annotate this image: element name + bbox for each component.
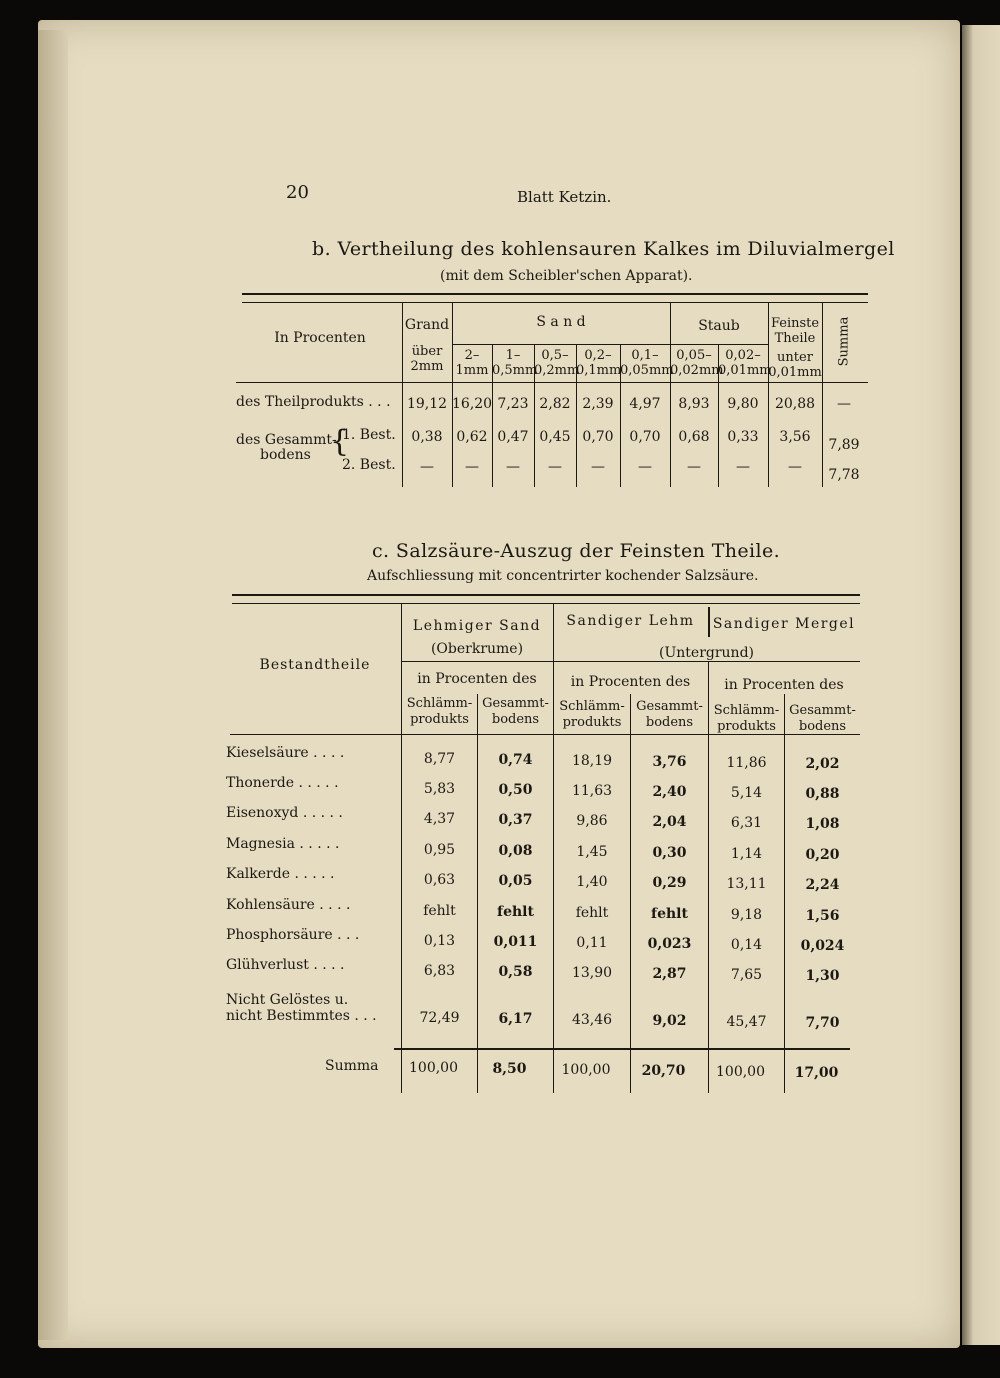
summa-cell: 17,00 — [794, 1065, 839, 1081]
table-c-cell: 7,65 — [730, 967, 763, 983]
table-c-cell: 0,30 — [652, 845, 687, 861]
table-b-cell: — — [638, 459, 652, 475]
table-c-cell: 9,18 — [730, 907, 763, 923]
table-c-cell: 18,19 — [571, 753, 613, 769]
adjacent-page-edge — [962, 25, 1000, 1345]
table-b-cell: 0,62 — [456, 429, 488, 445]
col-feinste-sub: unter 0,01mm — [768, 350, 822, 380]
table-c-cell: 0,14 — [730, 937, 763, 953]
section-c-title: c. Salzsäure-Auszug der Feinsten Theile. — [372, 540, 781, 562]
summa-cell: 8,50 — [492, 1061, 527, 1077]
table-b-cell: 0,70 — [629, 429, 661, 445]
table-c-cell: 8,77 — [423, 751, 456, 767]
sub-gesammt-3: Gesammt-bodens — [789, 703, 856, 734]
brace: { — [330, 424, 350, 459]
summa-cell: 100,00 — [561, 1062, 611, 1078]
page-fold-shadow — [38, 30, 68, 1340]
table-c-cell: 11,63 — [571, 783, 613, 799]
table-c-cell: 6,31 — [730, 815, 763, 831]
table-c-cell: 0,50 — [498, 782, 533, 798]
page-number: 20 — [286, 182, 309, 203]
table-c-cell: 0,88 — [805, 786, 840, 802]
group-untergrund: (Untergrund) — [659, 645, 754, 661]
table-b-cell: — — [465, 459, 479, 475]
table-c-cell: 0,58 — [498, 964, 533, 980]
table-b-cell: 7,78 — [828, 467, 860, 483]
table-b-cell: 0,68 — [678, 429, 710, 445]
table-c-cell: 2,04 — [652, 814, 687, 830]
table-b-cell: 9,80 — [727, 396, 759, 412]
group-sandiger-lehm: Sandiger Lehm — [566, 613, 695, 629]
table-c-cell: 0,74 — [498, 752, 533, 768]
table-c-cell: 0,29 — [652, 875, 687, 891]
table-c-cell: 13,90 — [571, 965, 613, 981]
table-c-cell: fehlt — [651, 906, 688, 922]
summa-cell: 100,00 — [716, 1064, 765, 1080]
table-c-cell: 2,02 — [805, 756, 840, 772]
col-bestandtheile: Bestandtheile — [259, 657, 371, 673]
section-b-subtitle: (mit dem Scheibler'schen Apparat). — [440, 268, 693, 284]
table-c-cell: 0,08 — [498, 843, 533, 859]
table-c-cell: 0,024 — [800, 938, 845, 954]
table-c-cell: 2,24 — [805, 877, 840, 893]
table-b-cell: — — [591, 459, 605, 475]
table-b-cell: — — [548, 459, 562, 475]
table-c-cell: 6,17 — [498, 1011, 533, 1027]
table-b-cell: 0,45 — [539, 429, 571, 445]
sand-subcol: 0,5–0,2mm — [534, 348, 580, 378]
table-b-cell: — — [837, 396, 851, 412]
table-c-cell: 1,56 — [805, 908, 840, 924]
table-c-row-label: Kieselsäure . . . . — [226, 745, 345, 761]
running-header: Blatt Ketzin. — [517, 188, 612, 206]
summa-label: Summa — [325, 1058, 379, 1074]
table-c-cell: 1,08 — [805, 816, 840, 832]
col-feinste: Feinste Theile — [770, 316, 820, 346]
table-c-cell: 1,40 — [576, 874, 608, 890]
table-c-row-label: Thonerde . . . . . — [226, 775, 339, 791]
table-b-row-label: 2. Best. — [342, 457, 396, 473]
summa-cell: 20,70 — [641, 1063, 686, 1079]
table-c-cell: fehlt — [497, 904, 534, 920]
table-c-row-label: Phosphorsäure . . . — [226, 927, 360, 943]
table-b-cell: — — [736, 459, 750, 475]
table-b-cell: 3,56 — [779, 429, 811, 445]
gesammt-label-1: des Gesammt- — [236, 432, 337, 448]
table-c-cell: 3,76 — [652, 754, 687, 770]
table-b-cell: 2,39 — [582, 396, 614, 412]
col-grand: Grand — [404, 317, 450, 333]
group-sandiger-mergel: Sandiger Mergel — [712, 616, 856, 632]
table-c-cell: fehlt — [575, 905, 609, 921]
group-oberkrume: (Oberkrume) — [430, 641, 524, 657]
table-c-cell: 43,46 — [571, 1012, 613, 1028]
table-b-cell: 0,47 — [497, 429, 529, 445]
table-b-cell: 7,89 — [828, 437, 860, 453]
table-b-cell: 20,88 — [774, 396, 816, 412]
group-lehmiger-sand: Lehmiger Sand — [412, 618, 542, 634]
table-c-cell: 0,11 — [576, 935, 608, 951]
table-c-row-label: Glühverlust . . . . — [226, 957, 345, 973]
table-b-cell: — — [687, 459, 701, 475]
staub-subcol: 0,05–0,02mm — [670, 348, 724, 378]
table-b-cell: 16,20 — [452, 396, 493, 412]
col-label-header: In Procenten — [274, 330, 366, 346]
table-c-cell: 1,45 — [576, 844, 608, 860]
table-c-cell: 9,02 — [652, 1013, 687, 1029]
table-c-row-label: Nicht Gelöstes u. nicht Bestimmtes . . . — [226, 992, 377, 1024]
table-b-cell: 0,70 — [582, 429, 614, 445]
col-staub: Staub — [698, 318, 740, 334]
table-c-cell: fehlt — [423, 903, 456, 919]
table-c-cell: 4,37 — [423, 811, 456, 827]
table-c-cell: 7,70 — [805, 1015, 840, 1031]
table-b-cell: — — [506, 459, 520, 475]
sub-gesammt-2: Gesammt-bodens — [636, 699, 703, 730]
table-c-row-label: Magnesia . . . . . — [226, 836, 340, 852]
table-c-row-label: Kohlensäure . . . . — [226, 897, 351, 913]
summa-cell: 100,00 — [409, 1060, 458, 1076]
table-c-row-label: Eisenoxyd . . . . . — [226, 805, 343, 821]
sub-schlamm-2: Schlämm-produkts — [559, 699, 625, 730]
col-summa: Summa — [836, 316, 852, 367]
table-c-cell: 0,37 — [498, 812, 533, 828]
section-b-title: b. Vertheilung des kohlensauren Kalkes im Diluvialmergel — [312, 238, 895, 260]
table-c-cell: 2,87 — [652, 966, 687, 982]
table-c-cell: 0,20 — [805, 847, 840, 863]
sand-subcol: 0,2–0,1mm — [576, 348, 622, 378]
table-c-cell: 0,05 — [498, 873, 533, 889]
sub-gesammt-1: Gesammt-bodens — [482, 696, 549, 727]
table-c-cell: 0,13 — [423, 933, 456, 949]
table-b-cell: 8,93 — [678, 396, 710, 412]
table-c-cell: 2,40 — [652, 784, 687, 800]
table-c-cell: 0,95 — [423, 842, 456, 858]
table-c-cell: 6,83 — [423, 963, 456, 979]
table-c-cell: 1,30 — [805, 968, 840, 984]
table-b-cell: 4,97 — [629, 396, 661, 412]
table-c-cell: 13,11 — [726, 876, 767, 892]
table-c-cell: 5,83 — [423, 781, 456, 797]
table-b-cell: 0,33 — [727, 429, 759, 445]
table-c-cell: 45,47 — [726, 1014, 767, 1030]
table-c-cell: 11,86 — [726, 755, 767, 771]
table-b-cell: 19,12 — [406, 396, 448, 412]
table-b-cell: 0,38 — [411, 429, 443, 445]
sub-schlamm-3: Schlämm-produkts — [713, 703, 780, 734]
table-b-cell: — — [420, 459, 434, 475]
table-c-cell: 0,011 — [493, 934, 538, 950]
table-c-cell: 1,14 — [730, 846, 763, 862]
table-c-cell: 9,86 — [576, 813, 608, 829]
in-procenten-1: in Procenten des — [417, 671, 537, 687]
in-procenten-3: in Procenten des — [724, 677, 844, 693]
col-sand: S a n d — [536, 314, 586, 330]
table-b-cell: 7,23 — [497, 396, 529, 412]
sand-subcol: 1–0,5mm — [492, 348, 538, 378]
col-grand-sub: über 2mm — [410, 344, 444, 374]
table-c-cell: 0,023 — [647, 936, 692, 952]
table-b-row-label: 1. Best. — [342, 427, 396, 443]
table-c-cell: 72,49 — [419, 1010, 460, 1026]
table-b-cell: — — [788, 459, 802, 475]
staub-subcol: 0,02–0,01mm — [718, 348, 772, 378]
section-c-subtitle: Aufschliessung mit concentrirter kochender Salzsäure. — [367, 568, 759, 584]
table-c-row-label: Kalkerde . . . . . — [226, 866, 335, 882]
sub-schlamm-1: Schlämm-produkts — [406, 696, 473, 727]
in-procenten-2: in Procenten des — [570, 674, 691, 690]
table-b-row-label: des Theilprodukts . . . — [236, 394, 391, 410]
table-c-cell: 5,14 — [730, 785, 763, 801]
table-b-cell: 2,82 — [539, 396, 571, 412]
gesammt-label-2: bodens — [260, 447, 311, 463]
sand-subcol: 2–1mm — [455, 348, 489, 378]
table-c-cell: 0,63 — [423, 872, 456, 888]
sand-subcol: 0,1–0,05mm — [620, 348, 674, 378]
